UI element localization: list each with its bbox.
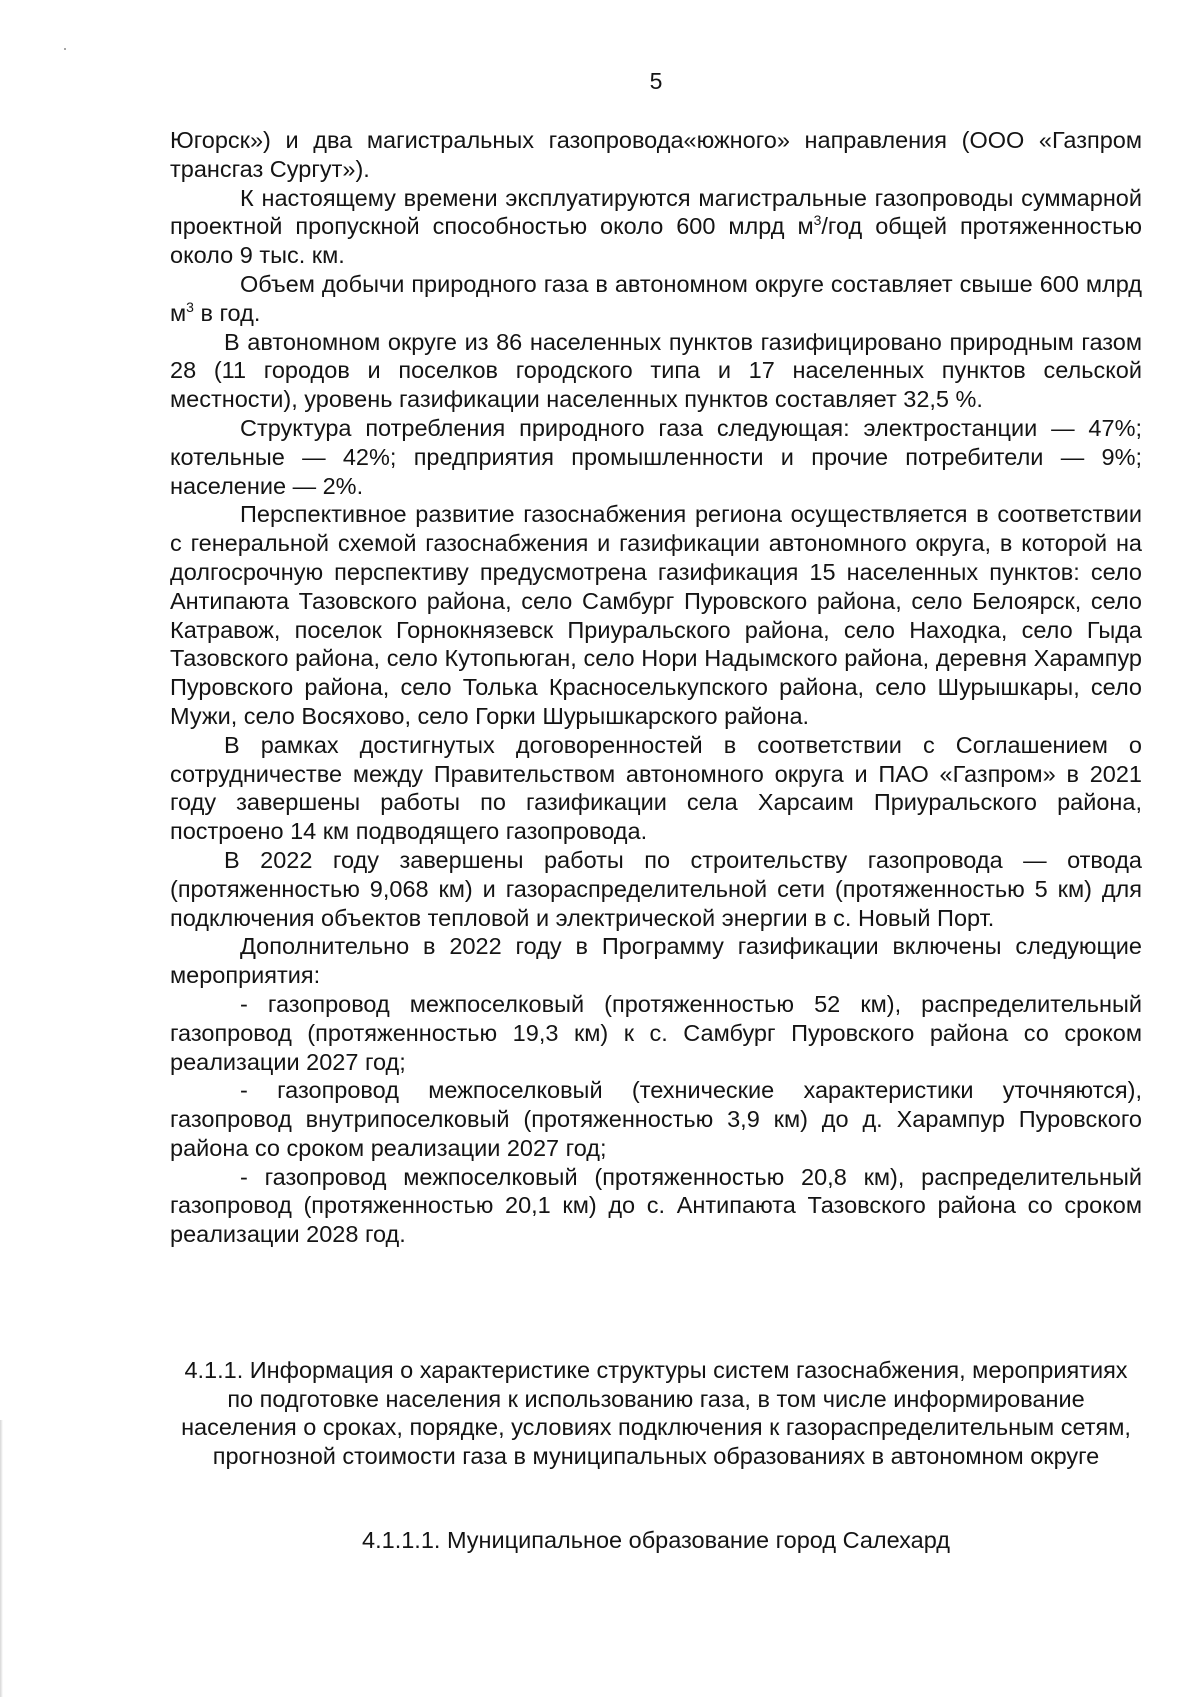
scan-artifact-edge [0,1420,3,1697]
paragraph-pipelines-capacity [170,184,1142,270]
scan-artifact-dot [64,48,66,50]
paragraph-agreement: В рамках достигнутых договоренностей в соответствии с Соглашением о сотрудничестве между Правительством автономного округа и ПАО «Газпром» в 2021 году завершены работы по газификации села Харсаим Приуральского района, построено 14 км подводящего газопровода. [170,731,1142,845]
paragraph-2022-works: В 2022 году завершены работы по строительству газопровода — отвода (протяженностью 9,068 км) и газораспределительной сети (протяженностью 5 км) для подключения объектов тепловой и электрической энергии в с. Новый Порт. [170,846,1142,931]
body-text [170,126,1142,1249]
list-item: - газопровод межпоселковый (протяженностью 52 км), распределительный газопровод (протяженностью 19,3 км) к с. Самбург Пуровского района со сроком реализации 2027 год; [170,990,1142,1075]
paragraph-text: /год общей протяженностью около 9 тыс. км. [170,213,1142,269]
subsection-heading: 4.1.1.1. Муниципальное образование город Салехард [362,1527,950,1553]
paragraph-gasification-level: В автономном округе из 86 населенных пунктов газифицировано природным газом 28 (11 городов и поселков городского типа и 17 населенных пунктов сельской местности), уровень газификации населенных пунктов составляет 32,5 %. [170,328,1142,413]
superscript: 3 [186,298,194,315]
paragraph-continuation: Югорск») и два магистральных газопровода«южного» направления (ООО «Газпром трансгаз Сургут»). [170,127,1142,182]
superscript: 3 [813,212,822,229]
page-number: 5 [649,68,663,94]
paragraph-text: в год. [193,299,261,326]
paragraph-program-additions: Дополнительно в 2022 году в Программу газификации включены следующие мероприятия: [170,933,1142,989]
list-item: - газопровод межпоселковый (технические характеристики уточняются), газопровод внутрипоселковый (протяженностью 3,9 км) до д. Харампур Пуровского района со сроком реализации 2027 год; [170,1077,1142,1161]
list-item: - газопровод межпоселковый (протяженностью 20,8 км), распределительный газопровод (протяженностью 20,1 км) до с. Антипаюта Тазовского района со сроком реализации 2028 год. [170,1163,1142,1248]
section-heading: 4.1.1. Информация о характеристике структуры систем газоснабжения, мероприятиях по подготовке населения к использованию газа, в том числе информирование населения о сроках, порядке, условиях подключения к газораспределительным сетям, прогнозной стоимости газа в муниципальных образованиях в автономном округе [181,1357,1131,1469]
paragraph-consumption-structure: Структура потребления природного газа следующая: электростанции — 47%; котельные — 42%; предприятия промышленности и прочие потребители — 9%; население — 2%. [170,414,1142,499]
paragraph-text: Объем добычи природного газа в автономном округе составляет свыше 600 млрд м [170,270,1142,326]
paragraph-gas-production [170,270,1142,328]
paragraph-development-plan: Перспективное развитие газоснабжения региона осуществляется в соответствии с генеральной схемой газоснабжения и газификации автономного округа, в которой на долгосрочную перспективу предусмотрена газификация 15 населенных пунктов: село Антипаюта Тазовского района, село Самбург Пуровского района, село Белоярск, село Катравож, поселок Горнокнязевск Приуральского района, село Находка, село Гыда Тазовского района, село Кутопьюган, село Нори Надымского района, деревня Харампур Пуровского района, село Толька Красноселькупского района, село Шурышкары, село Мужи, село Восяхово, село Горки Шурышкарского района. [170,501,1142,729]
paragraph-text: К настоящему времени эксплуатируются магистральные газопроводы суммарной проектной пропускной способностью около 600 млрд м [170,184,1142,240]
